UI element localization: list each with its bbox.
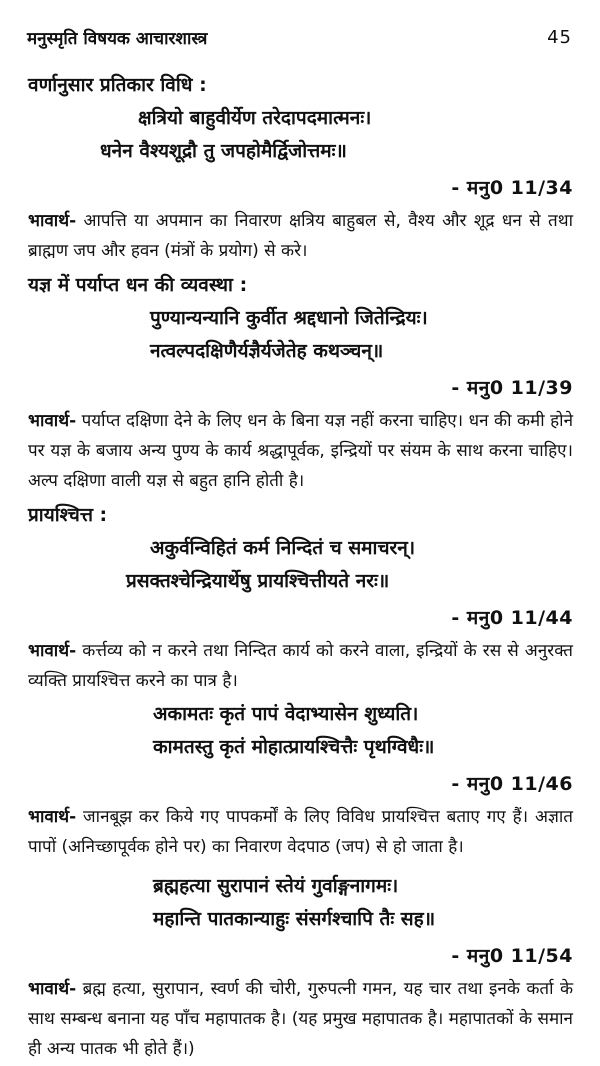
verse-reference: - मनु0 11/34 <box>451 177 573 199</box>
section <box>28 698 573 862</box>
section-heading: यज्ञ में पर्याप्त धन की व्यवस्था : <box>28 274 248 296</box>
verse-line: महान्ति पातकान्याहुः संसर्गश्चापि तैः सह॥ <box>153 908 436 930</box>
verse-line: अकुर्वन्विहितं कर्म निन्दितं च समाचरन्। <box>150 537 416 559</box>
verse-reference: - मनु0 11/44 <box>451 607 573 629</box>
meaning-label: भावार्थ- <box>28 211 77 231</box>
running-header <box>27 22 572 52</box>
verse-reference: - मनु0 11/39 <box>451 377 573 399</box>
verse-line: ब्रह्महत्या सुरापानं स्तेयं गुर्वाङ्गनागमः। <box>153 875 399 897</box>
meaning-text: पर्याप्त दक्षिणा देने के लिए धन के बिना यज्ञ नहीं करना चाहिए। धन की कमी होने पर यज्ञ के बजाय अन्य पुण्य के कार्य श्रद्धापूर्वक, इन्द्रियों पर संयम के साथ करना चाहिए। अल्प दक्षिणा वाली यज्ञ से बहुत हानि होती है। <box>28 411 573 491</box>
meaning-paragraph <box>28 802 573 862</box>
section <box>28 268 573 496</box>
meaning-paragraph <box>28 636 573 696</box>
page-number: 45 <box>547 26 572 48</box>
section <box>28 870 573 1064</box>
verse-line: धनेन वैश्यशूद्रौ तु जपहोमैर्द्विजोत्तमः॥ <box>100 140 347 162</box>
book-title: मनुस्मृति विषयक आचारशास्त्र <box>27 28 208 49</box>
meaning-text: जानबूझ कर किये गए पापकर्मों के लिए विविध प्रायश्चित्त बताए गए हैं। अज्ञात पापों (अनिच्छापूर्वक होने पर) का निवारण वेदपाठ (जप) से हो जाता है। <box>28 807 573 857</box>
verse-line: नत्वल्पदक्षिणैर्यज्ञैर्यजेतेह कथञ्चन्॥ <box>150 340 384 362</box>
section-heading: प्रायश्चित्त : <box>28 504 108 526</box>
meaning-label: भावार्थ- <box>28 807 77 827</box>
meaning-text: आपत्ति या अपमान का निवारण क्षत्रिय बाहुबल से, वैश्य और शूद्र धन से तथा ब्राह्मण जप और हवन (मंत्रों के प्रयोग) से करे। <box>28 211 573 261</box>
meaning-text: ब्रह्म हत्या, सुरापान, स्वर्ण की चोरी, गुरुपत्नी गमन, यह चार तथा इनके कर्ता के साथ सम्बन्ध बनाना यह पाँच महापातक है। (यह प्रमुख महापातक है। महापातकों के समान ही अन्य पातक भी होते हैं।) <box>28 979 573 1059</box>
meaning-text: कर्त्तव्य को न करने तथा निन्दित कार्य को करने वाला, इन्द्रियों के रस से अनुरक्त व्यक्ति प्रायश्चित्त करने का पात्र है। <box>28 641 573 691</box>
meaning-label: भावार्थ- <box>28 979 77 999</box>
section-heading: वर्णानुसार प्रतिकार विधि : <box>28 74 207 96</box>
verse-line: अकामतः कृतं पापं वेदाभ्यासेन शुध्यति। <box>153 703 419 725</box>
verse-reference: - मनु0 11/54 <box>451 945 573 967</box>
verse-line: कामतस्तु कृतं मोहात्प्रायश्चित्तैः पृथग्विधैः॥ <box>153 736 435 758</box>
verse-line: क्षत्रियो बाहुवीर्येण तरेदापदमात्मनः। <box>138 107 372 129</box>
section <box>28 68 573 266</box>
section <box>28 498 573 696</box>
page-body <box>28 68 573 1066</box>
meaning-label: भावार्थ- <box>28 641 77 661</box>
meaning-label: भावार्थ- <box>28 411 77 431</box>
meaning-paragraph <box>28 974 573 1064</box>
meaning-paragraph <box>28 206 573 266</box>
verse-reference: - मनु0 11/46 <box>451 773 573 795</box>
meaning-paragraph <box>28 406 573 496</box>
verse-line: प्रसक्तश्चेन्द्रियार्थेषु प्रायश्चित्तीयते नरः॥ <box>126 570 390 592</box>
verse-line: पुण्यान्यन्यानि कुर्वीत श्रद्दधानो जितेन्द्रियः। <box>150 307 428 329</box>
